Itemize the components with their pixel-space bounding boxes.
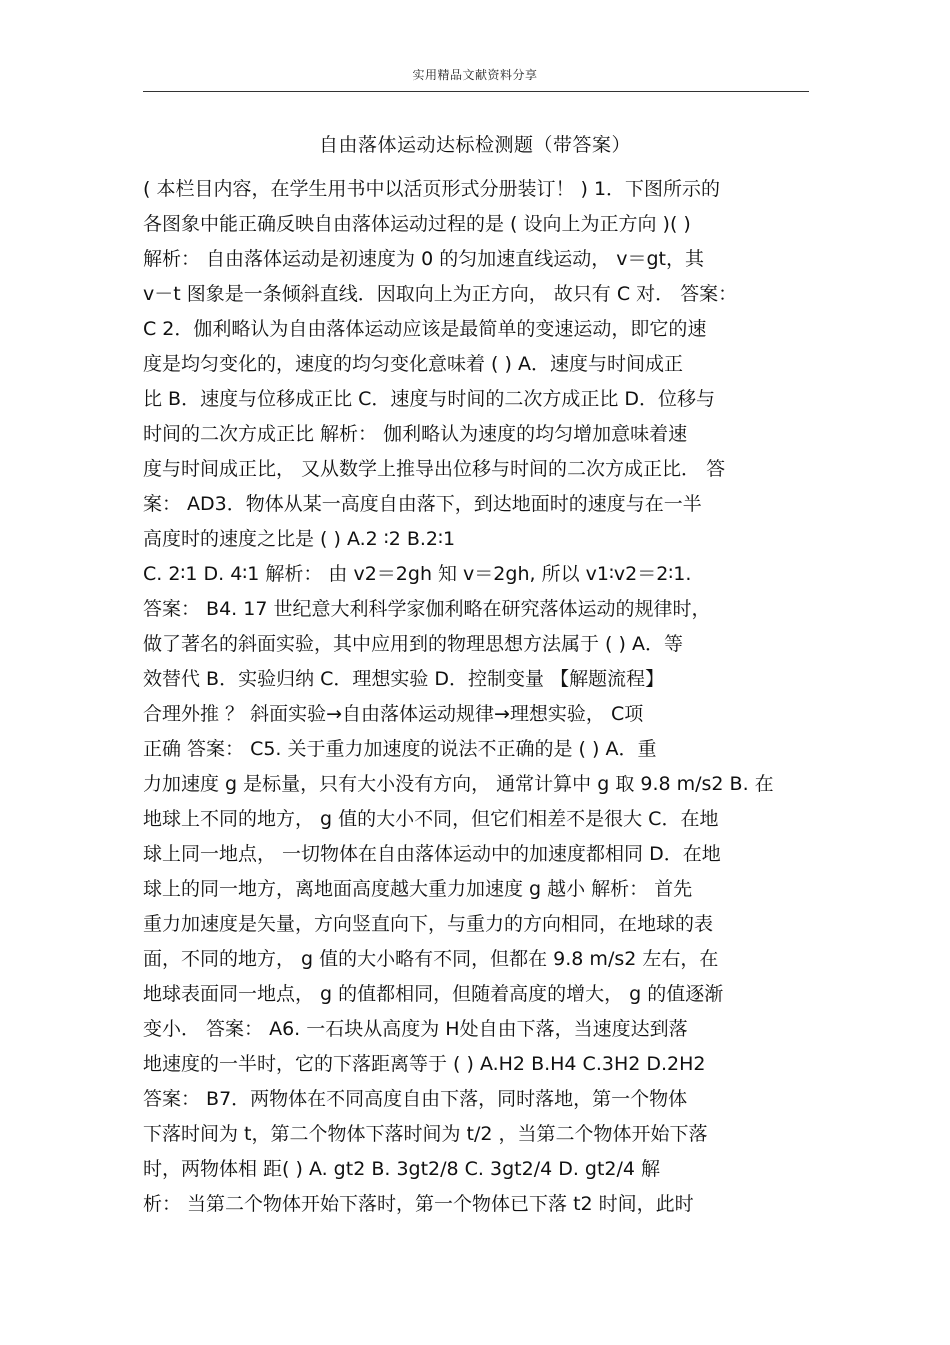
text-line: v－t 图象是一条倾斜直线．因取向上为正方向， 故只有 C 对． 答案：: [143, 283, 738, 305]
text-line: 高度时的速度之比是 ( ) A.2 ∶2 B.2∶1: [143, 528, 456, 550]
text-line: 时间的二次方成正比 解析： 伽利略认为速度的均匀增加意味着速: [143, 423, 688, 445]
text-line: 答案： B7．两物体在不同高度自由下落，同时落地，第一个物体: [143, 1088, 688, 1110]
text-line: C 2．伽利略认为自由落体运动应该是最简单的变速运动，即它的速: [143, 318, 707, 340]
text-line: 地速度的一半时，它的下落距离等于 ( ) A.H2 B.H4 C.3H2 D.2H2: [143, 1053, 706, 1075]
text-line: 球上的同一地方，离地面高度越大重力加速度 g 越小 解析： 首先: [143, 878, 693, 900]
text-line: 解析： 自由落体运动是初速度为 0 的匀加速直线运动， v＝gt，其: [143, 248, 705, 270]
text-line: 变小． 答案： A6. 一石块从高度为 H处自由下落，当速度达到落: [143, 1018, 688, 1040]
text-line: 球上同一地点， 一切物体在自由落体运动中的加速度都相同 D．在地: [143, 843, 721, 865]
document-title: 自由落体运动达标检测题（带答案）: [318, 134, 631, 156]
text-line: 时，两物体相 距( ) A. gt2 B. 3gt2/8 C. 3gt2/4 D. gt2/4 解: [143, 1158, 661, 1180]
page-header: 实用精品文献资料分享: [412, 68, 538, 82]
text-line: 下落时间为 t，第二个物体下落时间为 t/2 ，当第二个物体开始下落: [143, 1123, 708, 1145]
text-line: 正确 答案： C5. 关于重力加速度的说法不正确的是 ( ) A．重: [143, 738, 657, 760]
header-divider: [143, 91, 809, 92]
text-line: 度是均匀变化的，速度的均匀变化意味着 ( ) A．速度与时间成正: [143, 353, 683, 375]
text-line: 效替代 B．实验归纳 C．理想实验 D．控制变量 【解题流程】: [143, 668, 665, 690]
text-line: 比 B．速度与位移成正比 C．速度与时间的二次方成正比 D．位移与: [143, 388, 716, 410]
document-body: [143, 172, 815, 1222]
text-line: 各图象中能正确反映自由落体运动过程的是 ( 设向上为正方向 )( ): [143, 213, 691, 235]
text-line: 度与时间成正比， 又从数学上推导出位移与时间的二次方成正比． 答: [143, 458, 726, 480]
text-line: 析： 当第二个物体开始下落时，第一个物体已下落 t2 时间，此时: [143, 1193, 694, 1215]
text-line: 面，不同的地方， g 值的大小略有不同，但都在 9.8 m/s2 左右，在: [143, 948, 719, 970]
text-line: 力加速度 g 是标量，只有大小没有方向， 通常计算中 g 取 9.8 m/s2 B. 在: [143, 773, 774, 795]
text-line: 合理外推 ？ 斜面实验→自由落体运动规律→理想实验， C项: [143, 703, 644, 725]
text-line: 地球上不同的地方， g 值的大小不同，但它们相差不是很大 C．在地: [143, 808, 719, 830]
text-line: C. 2∶1 D. 4∶1 解析： 由 v2＝2gh 知 v＝2gh, 所以 v1∶v2＝2∶1.: [143, 563, 692, 585]
text-line: 做了著名的斜面实验，其中应用到的物理思想方法属于 ( ) A．等: [143, 633, 683, 655]
text-line: 答案： B4. 17 世纪意大利科学家伽利略在研究落体运动的规律时，: [143, 598, 711, 620]
text-line: ( 本栏目内容，在学生用书中以活页形式分册装订！ ) 1．下图所示的: [143, 178, 721, 200]
text-line: 重力加速度是矢量，方向竖直向下，与重力的方向相同，在地球的表: [143, 913, 714, 935]
text-line: 案： AD3．物体从某一高度自由落下，到达地面时的速度与在一半: [143, 493, 702, 515]
text-line: 地球表面同一地点， g 的值都相同，但随着高度的增大， g 的值逐渐: [143, 983, 724, 1005]
